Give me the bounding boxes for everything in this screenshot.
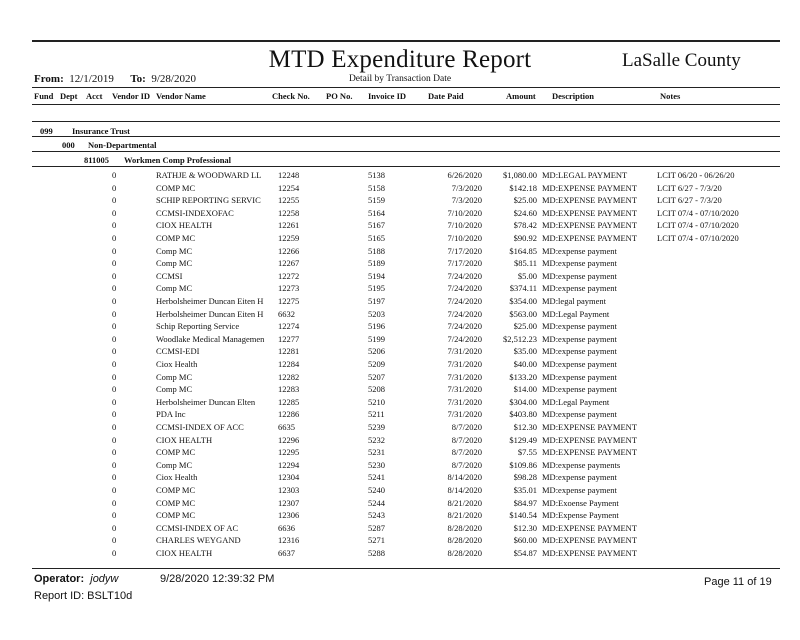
vendor-name: COMP MC [156, 485, 196, 495]
date-paid: 7/31/2020 [447, 359, 482, 369]
vendor-id: 0 [112, 233, 117, 243]
vendor-id: 0 [112, 459, 117, 470]
description: MD:expense payment [542, 371, 617, 382]
vendor-id: 0 [112, 207, 117, 218]
vendor-name: SCHIP REPORTING SERVIC [156, 195, 261, 206]
vendor-name: Schip Reporting Service [156, 321, 240, 332]
dept-code: 000 [62, 140, 75, 150]
amount: $403.80 [509, 409, 537, 420]
table-row [0, 435, 800, 448]
invoice-id: 5165 [368, 233, 385, 243]
description: MD:expense payment [542, 321, 617, 332]
invoice-id: 5208 [368, 384, 385, 395]
invoice-id: 5211 [368, 409, 385, 420]
table-row [0, 208, 800, 221]
vendor-id: 0 [112, 321, 117, 332]
invoice-id: 5288 [368, 548, 385, 558]
vendor-id: 0 [112, 296, 117, 306]
vendor-name: Comp MC [156, 245, 193, 256]
table-row [0, 535, 800, 548]
description: MD:EXPENSE PAYMENT [542, 535, 638, 546]
invoice-id: 5188 [368, 245, 385, 256]
invoice-id: 5239 [368, 422, 385, 432]
amount: $98.28 [513, 472, 537, 483]
invoice-id: 5167 [368, 220, 385, 231]
vendor-id: 0 [112, 245, 117, 256]
table-row [0, 258, 800, 271]
check-no: 12266 [278, 245, 300, 256]
amount: $54.87 [513, 548, 537, 558]
check-no: 6637 [278, 548, 295, 558]
vendor-id: 0 [112, 409, 117, 420]
amount: $129.49 [509, 434, 537, 445]
check-no: 12261 [278, 220, 300, 231]
table-row [0, 321, 800, 334]
check-no: 12307 [278, 497, 300, 508]
check-no: 12282 [278, 371, 300, 382]
date-paid: 8/28/2020 [447, 548, 482, 558]
date-paid: 7/3/2020 [451, 195, 482, 206]
invoice-id: 5210 [368, 396, 385, 407]
top-rule [32, 40, 780, 42]
date-paid: 7/31/2020 [447, 384, 482, 395]
description: MD:Legal Payment [542, 396, 610, 407]
notes: LCIT 6/27 - 7/3/20 [657, 182, 722, 193]
amount: $14.00 [513, 384, 537, 395]
table-row [0, 296, 800, 309]
invoice-id: 5195 [368, 283, 385, 294]
table-row [0, 422, 800, 435]
amount: $7.55 [517, 447, 537, 458]
to-date: 9/28/2020 [151, 73, 196, 85]
table-row [0, 397, 800, 410]
invoice-id: 5244 [368, 497, 385, 508]
description: MD:EXPENSE PAYMENT [542, 422, 638, 432]
description: MD:expense payment [542, 346, 617, 357]
amount: $40.00 [513, 359, 537, 369]
vendor-id: 0 [112, 384, 117, 395]
description: MD:EXPENSE PAYMENT [542, 548, 638, 558]
vendor-name: RATHJE & WOODWARD LL [156, 170, 262, 180]
operator [34, 573, 118, 585]
check-no: 6635 [278, 422, 295, 432]
check-no: 12259 [278, 233, 300, 243]
amount: $1,080.00 [503, 170, 537, 180]
invoice-id: 5231 [368, 447, 385, 458]
date-paid: 8/14/2020 [447, 472, 482, 483]
amount: $12.30 [513, 422, 537, 432]
vendor-id: 0 [112, 434, 117, 445]
vendor-name: CCMSI-EDI [156, 346, 200, 357]
table-row [0, 510, 800, 523]
description: MD:EXPENSE PAYMENT [542, 522, 638, 533]
amount: $109.86 [509, 459, 537, 470]
amount: $563.00 [509, 308, 537, 319]
table-row [0, 346, 800, 359]
amount: $25.00 [513, 321, 537, 332]
date-paid: 8/14/2020 [447, 485, 482, 495]
report-title: MTD Expenditure Report [268, 46, 532, 73]
invoice-id: 5196 [368, 321, 385, 332]
check-no: 12304 [278, 472, 300, 483]
invoice-id: 5197 [368, 296, 385, 306]
date-paid: 6/26/2020 [447, 170, 482, 180]
vendor-id: 0 [112, 283, 117, 294]
notes: LCIT 07/4 - 07/10/2020 [657, 207, 739, 218]
date-paid: 7/24/2020 [447, 270, 482, 281]
description: MD:EXPENSE PAYMENT [542, 220, 638, 231]
report-subtitle: Detail by Transaction Date [348, 74, 452, 84]
vendor-name: CCMSI-INDEX OF ACC [156, 422, 244, 432]
check-no: 12273 [278, 283, 300, 294]
fund-rule-top [32, 121, 780, 122]
fund-code: 099 [40, 126, 53, 136]
check-no: 12286 [278, 409, 300, 420]
invoice-id: 5138 [368, 170, 385, 180]
table-row [0, 548, 800, 561]
description: MD:EXPENSE PAYMENT [542, 182, 638, 193]
table-row [0, 447, 800, 460]
col-amount: Amount [506, 91, 536, 101]
vendor-name: Woodlake Medical Managemen [156, 333, 265, 344]
col-acct: Acct [86, 91, 103, 101]
table-row [0, 359, 800, 372]
invoice-id: 5243 [368, 510, 385, 521]
table-row [0, 523, 800, 536]
vendor-name: Comp MC [156, 384, 193, 395]
invoice-id: 5158 [368, 182, 385, 193]
col-dept: Dept [60, 91, 78, 101]
check-no: 12277 [278, 333, 300, 344]
col-date-paid: Date Paid [428, 91, 464, 101]
amount: $24.60 [513, 207, 537, 218]
check-no: 6632 [278, 308, 295, 319]
vendor-name: Comp MC [156, 283, 193, 294]
vendor-name: PDA Inc [156, 409, 186, 420]
vendor-id: 0 [112, 510, 117, 521]
invoice-id: 5189 [368, 258, 385, 269]
vendor-name: COMP MC [156, 510, 196, 521]
notes: LCIT 6/27 - 7/3/20 [657, 195, 722, 206]
check-no: 12294 [278, 459, 300, 470]
vendor-name: Comp MC [156, 459, 193, 470]
date-paid: 7/10/2020 [447, 207, 482, 218]
date-paid: 7/31/2020 [447, 409, 482, 420]
date-paid: 8/7/2020 [451, 459, 482, 470]
vendor-name: CHARLES WEYGAND [156, 535, 241, 546]
check-no: 12296 [278, 434, 300, 445]
table-row [0, 309, 800, 322]
date-paid: 7/31/2020 [447, 346, 482, 357]
header-rule-bottom [32, 104, 780, 105]
check-no: 12248 [278, 170, 300, 180]
amount: $5.00 [517, 270, 537, 281]
table-row [0, 271, 800, 284]
date-paid: 8/7/2020 [451, 422, 482, 432]
print-timestamp: 9/28/2020 12:39:32 PM [160, 573, 275, 585]
description: MD:expense payment [542, 359, 617, 369]
vendor-name: CCMSI-INDEXOFAC [156, 207, 234, 218]
date-paid: 8/7/2020 [451, 434, 482, 445]
date-paid: 7/3/2020 [451, 182, 482, 193]
vendor-name: CIOX HEALTH [156, 434, 213, 445]
fund-name: Insurance Trust [72, 126, 131, 136]
description: MD:Expense Payment [542, 510, 619, 521]
check-no: 12272 [278, 270, 300, 281]
col-fund: Fund [34, 91, 54, 101]
date-paid: 7/24/2020 [447, 321, 482, 332]
vendor-id: 0 [112, 308, 117, 319]
amount: $164.85 [509, 245, 537, 256]
to-label: To: [130, 73, 146, 85]
page-number: Page 11 of 19 [704, 576, 772, 588]
vendor-id: 0 [112, 535, 117, 546]
fund-rule-bottom [32, 136, 780, 137]
notes: LCIT 07/4 - 07/10/2020 [657, 220, 739, 231]
col-po-no: PO No. [326, 91, 353, 101]
check-no: 12303 [278, 485, 300, 495]
amount: $35.01 [513, 485, 537, 495]
description: MD:EXPENSE PAYMENT [542, 207, 638, 218]
vendor-name: COMP MC [156, 497, 196, 508]
amount: $354.00 [509, 296, 537, 306]
vendor-id: 0 [112, 170, 117, 180]
vendor-name: Ciox Health [156, 359, 198, 369]
date-paid: 7/24/2020 [447, 296, 482, 306]
dept-rule-bottom [32, 151, 780, 152]
vendor-id: 0 [112, 371, 117, 382]
table-row [0, 384, 800, 397]
table-row [0, 283, 800, 296]
vendor-name: CCMSI [156, 270, 183, 281]
vendor-id: 0 [112, 422, 117, 432]
amount: $304.00 [509, 396, 537, 407]
vendor-name: Herbolsheimer Duncan Eiten H [156, 296, 264, 306]
dept-name: Non-Departmental [88, 140, 157, 150]
amount: $35.00 [513, 346, 537, 357]
date-paid: 8/7/2020 [451, 447, 482, 458]
vendor-name: Ciox Health [156, 472, 198, 483]
vendor-name: CIOX HEALTH [156, 220, 213, 231]
vendor-name: CIOX HEALTH [156, 548, 213, 558]
vendor-id: 0 [112, 258, 117, 269]
amount: $133.20 [509, 371, 537, 382]
invoice-id: 5232 [368, 434, 385, 445]
vendor-name: COMP MC [156, 233, 196, 243]
date-paid: 7/10/2020 [447, 233, 482, 243]
table-row [0, 460, 800, 473]
vendor-name: Comp MC [156, 371, 193, 382]
vendor-id: 0 [112, 182, 117, 193]
date-paid: 7/31/2020 [447, 396, 482, 407]
amount: $85.11 [513, 258, 537, 269]
table-row [0, 485, 800, 498]
vendor-name: Comp MC [156, 258, 193, 269]
report-id: Report ID: BSLT10d [34, 590, 133, 602]
date-paid: 7/24/2020 [447, 283, 482, 294]
vendor-id: 0 [112, 548, 117, 558]
check-no: 12283 [278, 384, 300, 395]
description: MD:EXPENSE PAYMENT [542, 447, 638, 458]
vendor-id: 0 [112, 485, 117, 495]
description: MD:expense payment [542, 270, 617, 281]
vendor-id: 0 [112, 396, 117, 407]
invoice-id: 5207 [368, 371, 385, 382]
table-row [0, 195, 800, 208]
description: MD:expense payments [542, 459, 621, 470]
description: MD:expense payment [542, 245, 617, 256]
description: MD:EXPENSE PAYMENT [542, 195, 638, 206]
table-row [0, 246, 800, 259]
table-row [0, 409, 800, 422]
table-row [0, 183, 800, 196]
invoice-id: 5230 [368, 459, 385, 470]
col-description: Description [552, 91, 595, 101]
acct-name: Workmen Comp Professional [124, 155, 232, 165]
invoice-id: 5241 [368, 472, 385, 483]
table-row [0, 334, 800, 347]
amount: $90.92 [513, 233, 537, 243]
date-paid: 7/17/2020 [447, 258, 482, 269]
col-check-no: Check No. [272, 91, 310, 101]
check-no: 12274 [278, 321, 300, 332]
vendor-name: CCMSI-INDEX OF AC [156, 522, 239, 533]
invoice-id: 5287 [368, 522, 385, 533]
table-row [0, 498, 800, 511]
amount: $2,512.23 [503, 333, 537, 344]
amount: $78.42 [513, 220, 537, 231]
description: MD:expense payment [542, 333, 617, 344]
table-row [0, 372, 800, 385]
invoice-id: 5240 [368, 485, 385, 495]
date-paid: 7/17/2020 [447, 245, 482, 256]
date-paid: 7/31/2020 [447, 371, 482, 382]
col-vendor-id: Vendor ID [112, 91, 151, 101]
vendor-id: 0 [112, 447, 117, 458]
operator-name: jodyw [90, 573, 119, 585]
invoice-id: 5199 [368, 333, 385, 344]
date-paid: 7/24/2020 [447, 333, 482, 344]
date-paid: 7/24/2020 [447, 308, 482, 319]
notes: LCIT 06/20 - 06/26/20 [657, 170, 735, 180]
vendor-name: Herbolsheimer Duncan Eiten H [156, 308, 264, 319]
table-row [0, 233, 800, 246]
amount: $12.30 [513, 522, 537, 533]
vendor-name: COMP MC [156, 447, 196, 458]
check-no: 12281 [278, 346, 300, 357]
amount: $84.97 [513, 497, 537, 508]
amount: $142.18 [509, 182, 537, 193]
vendor-id: 0 [112, 195, 117, 206]
vendor-id: 0 [112, 270, 117, 281]
col-notes: Notes [660, 91, 681, 101]
vendor-name: Herbolsheimer Duncan Elten [156, 396, 256, 407]
footer-rule [32, 568, 780, 569]
description: MD:expense payment [542, 485, 617, 495]
vendor-id: 0 [112, 359, 117, 369]
amount: $60.00 [513, 535, 537, 546]
check-no: 12275 [278, 296, 300, 306]
vendor-id: 0 [112, 497, 117, 508]
amount: $140.54 [509, 510, 537, 521]
description: MD:expense payment [542, 409, 617, 420]
acct-code: 811005 [84, 155, 110, 165]
invoice-id: 5164 [368, 207, 385, 218]
check-no: 12254 [278, 182, 300, 193]
from-label: From: [34, 73, 64, 85]
invoice-id: 5209 [368, 359, 385, 369]
vendor-id: 0 [112, 333, 117, 344]
description: MD:Exoense Payment [542, 497, 619, 508]
invoice-id: 5159 [368, 195, 385, 206]
description: MD:legal payment [542, 296, 606, 306]
check-no: 12267 [278, 258, 300, 269]
header-rule-top [32, 87, 780, 88]
amount: $374.11 [509, 283, 537, 294]
vendor-id: 0 [112, 220, 117, 231]
date-paid: 8/28/2020 [447, 535, 482, 546]
date-paid: 8/21/2020 [447, 497, 482, 508]
invoice-id: 5271 [368, 535, 385, 546]
invoice-id: 5206 [368, 346, 385, 357]
vendor-name: COMP MC [156, 182, 196, 193]
notes: LCIT 07/4 - 07/10/2020 [657, 233, 739, 243]
description: MD:expense payment [542, 472, 617, 483]
description: MD:EXPENSE PAYMENT [542, 233, 638, 243]
vendor-id: 0 [112, 346, 117, 357]
check-no: 12306 [278, 510, 300, 521]
table-row [0, 220, 800, 233]
check-no: 12284 [278, 359, 300, 369]
description: MD:expense payment [542, 258, 617, 269]
invoice-id: 5203 [368, 308, 385, 319]
from-date: 12/1/2019 [69, 73, 114, 85]
amount: $25.00 [513, 195, 537, 206]
vendor-id: 0 [112, 522, 117, 533]
acct-rule-bottom [32, 166, 780, 167]
description: MD:expense payment [542, 283, 617, 294]
description: MD:LEGAL PAYMENT [542, 170, 628, 180]
date-paid: 8/28/2020 [447, 522, 482, 533]
check-no: 12258 [278, 207, 300, 218]
col-vendor-name: Vendor Name [156, 91, 206, 101]
date-range [34, 73, 196, 85]
check-no: 12285 [278, 396, 300, 407]
operator-label: Operator: [34, 573, 85, 585]
date-paid: 8/21/2020 [447, 510, 482, 521]
check-no: 12295 [278, 447, 300, 458]
col-invoice-id: Invoice ID [368, 91, 407, 101]
invoice-id: 5194 [368, 270, 385, 281]
check-no: 6636 [278, 522, 295, 533]
description: MD:Legal Payment [542, 308, 610, 319]
check-no: 12255 [278, 195, 300, 206]
table-row [0, 170, 800, 183]
date-paid: 7/10/2020 [447, 220, 482, 231]
vendor-id: 0 [112, 472, 117, 483]
county-name: LaSalle County [622, 50, 741, 71]
description: MD:expense payment [542, 384, 617, 395]
description: MD:EXPENSE PAYMENT [542, 434, 638, 445]
check-no: 12316 [278, 535, 300, 546]
table-row [0, 472, 800, 485]
